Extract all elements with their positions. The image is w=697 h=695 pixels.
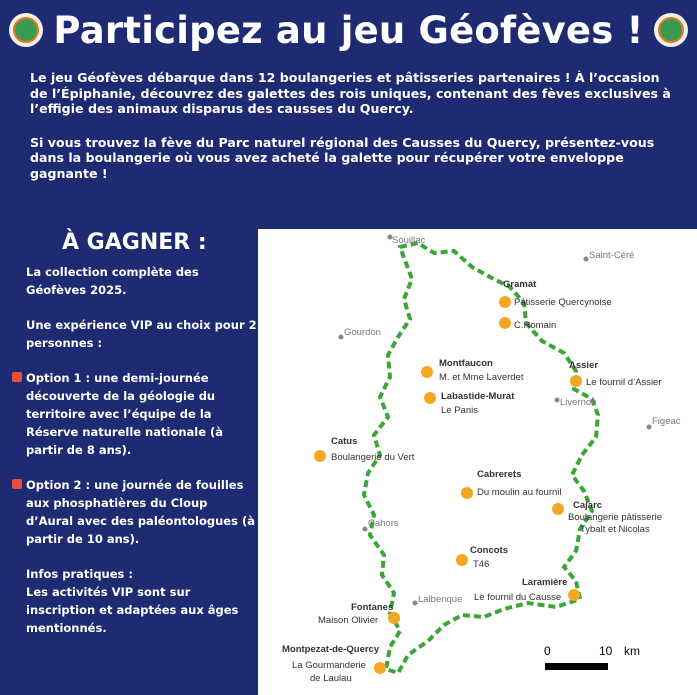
town-label: Gourdon — [344, 327, 381, 338]
svg-text:Pâtisserie Quercynoise: Pâtisserie Quercynoise — [514, 297, 612, 308]
place-catus — [314, 436, 415, 463]
svg-text:Boulangerie du Vert: Boulangerie du Vert — [331, 452, 415, 463]
infos-text: Les activités VIP sont sur inscription et adaptées aux âges mentionnés. — [26, 585, 239, 635]
svg-text:Labastide-Murat: Labastide-Murat — [441, 391, 515, 402]
svg-text:C.Romain: C.Romain — [514, 320, 557, 331]
infos-title: Infos pratiques : — [26, 567, 133, 581]
svg-text:Du moulin au fournil: Du moulin au fournil — [477, 487, 562, 498]
place-montpezat — [282, 644, 386, 684]
place-gramat — [499, 279, 612, 331]
scale-bar — [544, 644, 640, 670]
prizes-heading: À GAGNER : — [62, 230, 207, 255]
svg-text:Gramat: Gramat — [503, 279, 537, 290]
prize-option-1-text: Option 1 : une demi-journée découverte de la géologie du territoire avec l’équipe de la Réserve naturelle nationale (à partir de 8 ans). — [26, 371, 224, 457]
svg-text:Tybalt et Nicolas: Tybalt et Nicolas — [580, 524, 650, 535]
svg-text:Fontanes: Fontanes — [351, 602, 394, 613]
park-logo-icon — [654, 13, 688, 47]
place-cabrerets — [461, 469, 562, 499]
svg-text:Maison Olivier: Maison Olivier — [318, 615, 379, 626]
prize-option-1 — [26, 369, 258, 459]
prize-vip: Une expérience VIP au choix pour 2 personnes : — [26, 318, 257, 350]
svg-text:Montfaucon: Montfaucon — [439, 358, 493, 369]
intro-paragraph: Le jeu Géofèves débarque dans 12 boulangeries et pâtisseries partenaires ! À l’occasion de l’Épiphanie, découvrez des galettes des rois uniques, contenant des fèves exclusives à l’effigie des animaux disparus des causses du Quercy. — [30, 70, 671, 116]
prize-collection: La collection complète des Géofèves 2025. — [26, 265, 199, 297]
svg-text:Le Panis: Le Panis — [441, 405, 478, 416]
svg-text:Cajarc: Cajarc — [573, 500, 603, 511]
svg-text:0: 0 — [544, 644, 551, 658]
intro — [30, 70, 680, 199]
town-label: Cahors — [368, 518, 399, 529]
town-label: Figeac — [652, 416, 681, 427]
svg-text:Le fournil du Causse: Le fournil du Causse — [474, 592, 562, 603]
place-laramiere — [474, 577, 580, 603]
svg-text:10: 10 — [599, 644, 613, 658]
prize-option-2 — [26, 476, 258, 548]
town-labels — [339, 235, 681, 606]
svg-text:T46: T46 — [473, 559, 490, 570]
svg-text:La Gourmanderie: La Gourmanderie — [292, 660, 366, 671]
gift-icon — [12, 372, 22, 382]
gift-icon — [12, 479, 22, 489]
intro-paragraph: Si vous trouvez la fève du Parc naturel régional des Causses du Quercy, présentez-vous dans la boulangerie où vous avez acheté la galette pour récupérer votre enveloppe gagnante ! — [30, 134, 655, 181]
svg-text:km: km — [624, 644, 640, 658]
header — [0, 2, 697, 58]
place-assier — [569, 360, 662, 388]
place-fontanes — [318, 602, 400, 626]
town-label: Saint-Céré — [589, 250, 635, 261]
town-label: Lalbenque — [418, 594, 463, 605]
prizes-list — [26, 263, 258, 654]
town-label: Livernon — [560, 397, 597, 408]
partner-places — [282, 279, 662, 684]
place-montfaucon — [421, 358, 524, 383]
prize-option-2-text: Option 2 : une journée de fouilles aux phosphatières du Cloup d’Aural avec des paléontologues (à partir de 10 ans). — [26, 478, 255, 546]
svg-text:Assier: Assier — [569, 360, 599, 371]
svg-text:M. et Mme Laverdet: M. et Mme Laverdet — [439, 372, 524, 383]
svg-text:Cabrerets: Cabrerets — [477, 469, 522, 480]
park-logo-icon — [9, 13, 43, 47]
svg-text:Montpezat-de-Quercy: Montpezat-de-Quercy — [282, 644, 380, 655]
svg-text:Catus: Catus — [331, 436, 358, 447]
page-title: Participez au jeu Géofèves ! — [53, 8, 644, 52]
svg-text:Laramière: Laramière — [522, 577, 568, 588]
svg-text:Le fournil d’Assier: Le fournil d’Assier — [586, 377, 662, 388]
svg-text:Boulangerie pâtisserie: Boulangerie pâtisserie — [568, 512, 663, 523]
place-cajarc — [552, 500, 662, 535]
svg-text:de Laulau: de Laulau — [310, 673, 352, 684]
place-concots — [456, 545, 508, 570]
svg-text:Concots: Concots — [470, 545, 508, 556]
place-labastide-murat — [424, 391, 515, 416]
town-label: Souillac — [392, 235, 426, 246]
map — [258, 229, 697, 695]
